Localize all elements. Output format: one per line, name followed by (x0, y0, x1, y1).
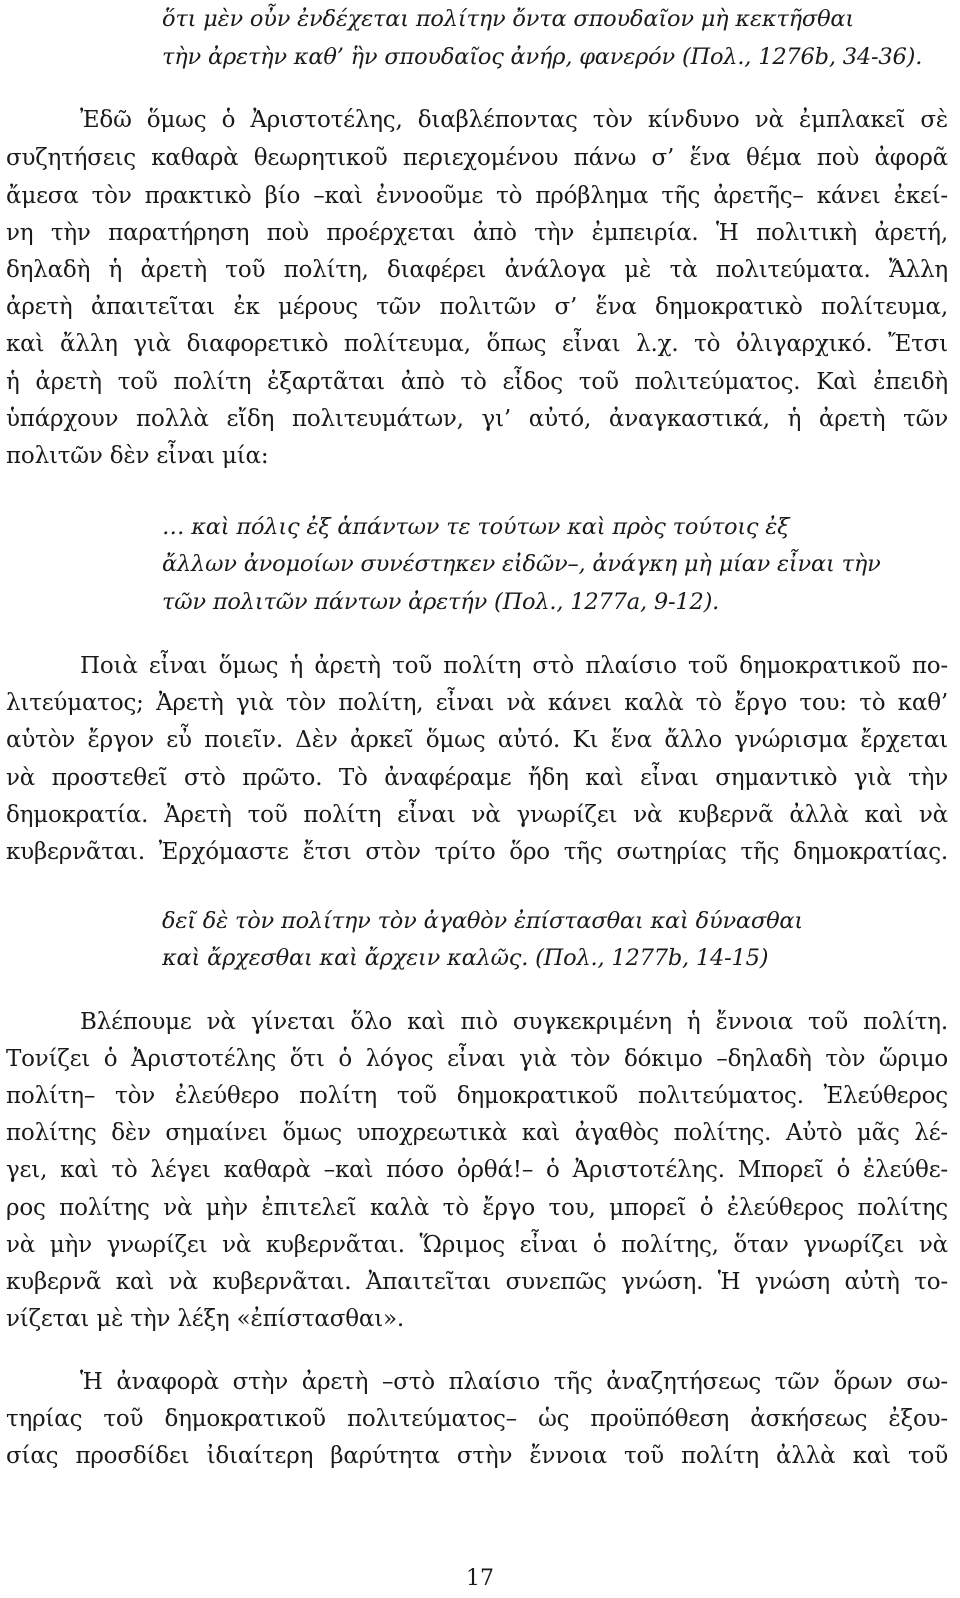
paragraph-2-line-1: Ποιὰ εἶναι ὅμως ἡ ἀρετὴ τοῦ πολίτη στὸ πλαίσιο τοῦ δημοκρατικοῦ πο- (80, 653, 948, 679)
paragraph-2-line-3: αὑτὸν ἔργον εὖ ποιεῖν. Δὲν ἀρκεῖ ὅμως αὐτό. Κι ἕνα ἄλλο γνώρισμα ἔρχεται (6, 727, 948, 753)
paragraph-2-line-5: δημοκρατία. Ἀρετὴ τοῦ πολίτη εἶναι νὰ γνωρίζει νὰ κυβερνᾶ ἀλλὰ καὶ νὰ (6, 802, 948, 828)
paragraph-3-line-8: κυβερνᾶ καὶ νὰ κυβερνᾶται. Ἀπαιτεῖται συνεπῶς γνώση. Ἡ γνώση αὐτὴ το- (6, 1269, 948, 1295)
paragraph-3-line-4: πολίτης δὲν σημαίνει ὅμως υποχρεωτικὰ καὶ ἀγαθὸς πολίτης. Αὐτὸ μᾶς λέ- (6, 1120, 948, 1146)
paragraph-1-line-2: συζητήσεις καθαρὰ θεωρητικοῦ περιεχομένου πάνω σ’ ἕνα θέμα ποὺ ἀφορᾶ (6, 145, 948, 171)
paragraph-4-line-1: Ἡ ἀναφορὰ στὴν ἀρετὴ –στὸ πλαίσιο τῆς ἀναζητήσεως τῶν ὅρων σω- (80, 1369, 948, 1395)
paragraph-2-line-6: κυβερνᾶται. Ἐρχόμαστε ἔτσι στὸν τρίτο ὅρο τῆς σωτηρίας τῆς δημοκρατίας. (6, 839, 948, 865)
paragraph-4-line-2: τηρίας τοῦ δημοκρατικοῦ πολιτεύματος– ὡς προϋπόθεση ἀσκήσεως ἐξου- (6, 1406, 948, 1432)
paragraph-3-line-2: Τονίζει ὁ Ἀριστοτέλης ὅτι ὁ λόγος εἶναι γιὰ τὸν δόκιμο –δηλαδὴ τὸν ὥριμο (6, 1046, 948, 1072)
paragraph-1-line-9: ὑπάρχουν πολλὰ εἴδη πολιτευμάτων, γι’ αὐτό, ἀναγκαστικά, ἡ ἀρετὴ τῶν (6, 406, 948, 432)
quote-lower-line-1: δεῖ δὲ τὸν πολίτην τὸν ἀγαθὸν ἐπίστασθαι καὶ δύνασθαι (162, 908, 804, 934)
paragraph-3-line-5: γει, καὶ τὸ λέγει καθαρὰ –καὶ πόσο ὀρθά!– ὁ Ἀριστοτέλης. Μπορεῖ ὁ ἐλεύθε- (6, 1157, 948, 1183)
quote-lower-line-2: καὶ ἄρχεσθαι καὶ ἄρχειν καλῶς. (Πολ., 1277b, 14-15) (162, 945, 769, 971)
paragraph-3-line-1: Βλέπουμε νὰ γίνεται ὅλο καὶ πιὸ συγκεκριμένη ἡ ἔννοια τοῦ πολίτη. (80, 1009, 948, 1035)
paragraph-1-line-4: νη τὴν παρατήρηση ποὺ προέρχεται ἀπὸ τὴν ἐμπειρία. Ἡ πολιτικὴ ἀρετή, (6, 220, 948, 246)
quote-middle-line-1: … καὶ πόλις ἐξ ἁπάντων τε τούτων καὶ πρὸς τούτοις ἐξ (162, 514, 790, 540)
quote-middle-line-2: ἄλλων ἀνομοίων συνέστηκεν εἰδῶν–, ἀνάγκη μὴ μίαν εἶναι τὴν (162, 551, 881, 577)
paragraph-2-line-4: νὰ προστεθεῖ στὸ πρῶτο. Τὸ ἀναφέραμε ἤδη καὶ εἶναι σημαντικὸ γιὰ τὴν (6, 765, 948, 791)
paragraph-4-line-3: σίας προσδίδει ἰδιαίτερη βαρύτητα στὴν ἔννοια τοῦ πολίτη ἀλλὰ καὶ τοῦ (6, 1443, 948, 1469)
paragraph-1-line-3: ἄμεσα τὸν πρακτικὸ βίο –καὶ ἐννοοῦμε τὸ πρόβλημα τῆς ἀρετῆς– κάνει ἐκεί- (6, 183, 948, 209)
paragraph-1-line-10: πολιτῶν δὲν εἶναι μία: (6, 443, 269, 469)
paragraph-3-line-9: νίζεται μὲ τὴν λέξη «ἐπίστασθαι». (6, 1306, 405, 1332)
paragraph-1-line-7: καὶ ἄλλη γιὰ διαφορετικὸ πολίτευμα, ὅπως εἶναι λ.χ. τὸ ὀλιγαρχικό. Ἔτσι (6, 331, 948, 357)
quote-middle-line-3: τῶν πολιτῶν πάντων ἀρετήν (Πολ., 1277a, 9-12). (162, 589, 720, 615)
page-number: 17 (466, 1566, 494, 1591)
paragraph-1-line-6: ἀρετὴ ἀπαιτεῖται ἐκ μέρους τῶν πολιτῶν σ’ ἕνα δημοκρατικὸ πολίτευμα, (6, 294, 948, 320)
paragraph-2-line-2: λιτεύματος; Ἀρετὴ γιὰ τὸν πολίτη, εἶναι νὰ κάνει καλὰ τὸ ἔργο του: τὸ καθ’ (6, 690, 948, 716)
paragraph-1-line-5: δηλαδὴ ἡ ἀρετὴ τοῦ πολίτη, διαφέρει ἀνάλογα μὲ τὰ πολιτεύματα. Ἄλλη (6, 257, 948, 283)
paragraph-1-line-8: ἡ ἀρετὴ τοῦ πολίτη ἐξαρτᾶται ἀπὸ τὸ εἶδος τοῦ πολιτεύματος. Καὶ ἐπειδὴ (6, 369, 948, 395)
quote-top-line-2: τὴν ἀρετὴν καθ’ ἣν σπουδαῖος ἀνήρ, φανερόν (Πολ., 1276b, 34-36). (162, 44, 923, 70)
paragraph-3-line-6: ρος πολίτης νὰ μὴν ἐπιτελεῖ καλὰ τὸ ἔργο του, μπορεῖ ὁ ἐλεύθερος πολίτης (6, 1195, 948, 1221)
paragraph-3-line-3: πολίτη– τὸν ἐλεύθερο πολίτη τοῦ δημοκρατικοῦ πολιτεύματος. Ἐλεύθερος (6, 1083, 948, 1109)
paragraph-1-line-1: Ἐδῶ ὅμως ὁ Ἀριστοτέλης, διαβλέποντας τὸν κίνδυνο νὰ ἐμπλακεῖ σὲ (80, 107, 948, 133)
quote-top-line-1: ὅτι μὲν οὖν ἐνδέχεται πολίτην ὄντα σπουδαῖον μὴ κεκτῆσθαι (162, 6, 855, 32)
paragraph-3-line-7: νὰ μὴν γνωρίζει νὰ κυβερνᾶται. Ὥριμος εἶναι ὁ πολίτης, ὅταν γνωρίζει νὰ (6, 1232, 948, 1258)
